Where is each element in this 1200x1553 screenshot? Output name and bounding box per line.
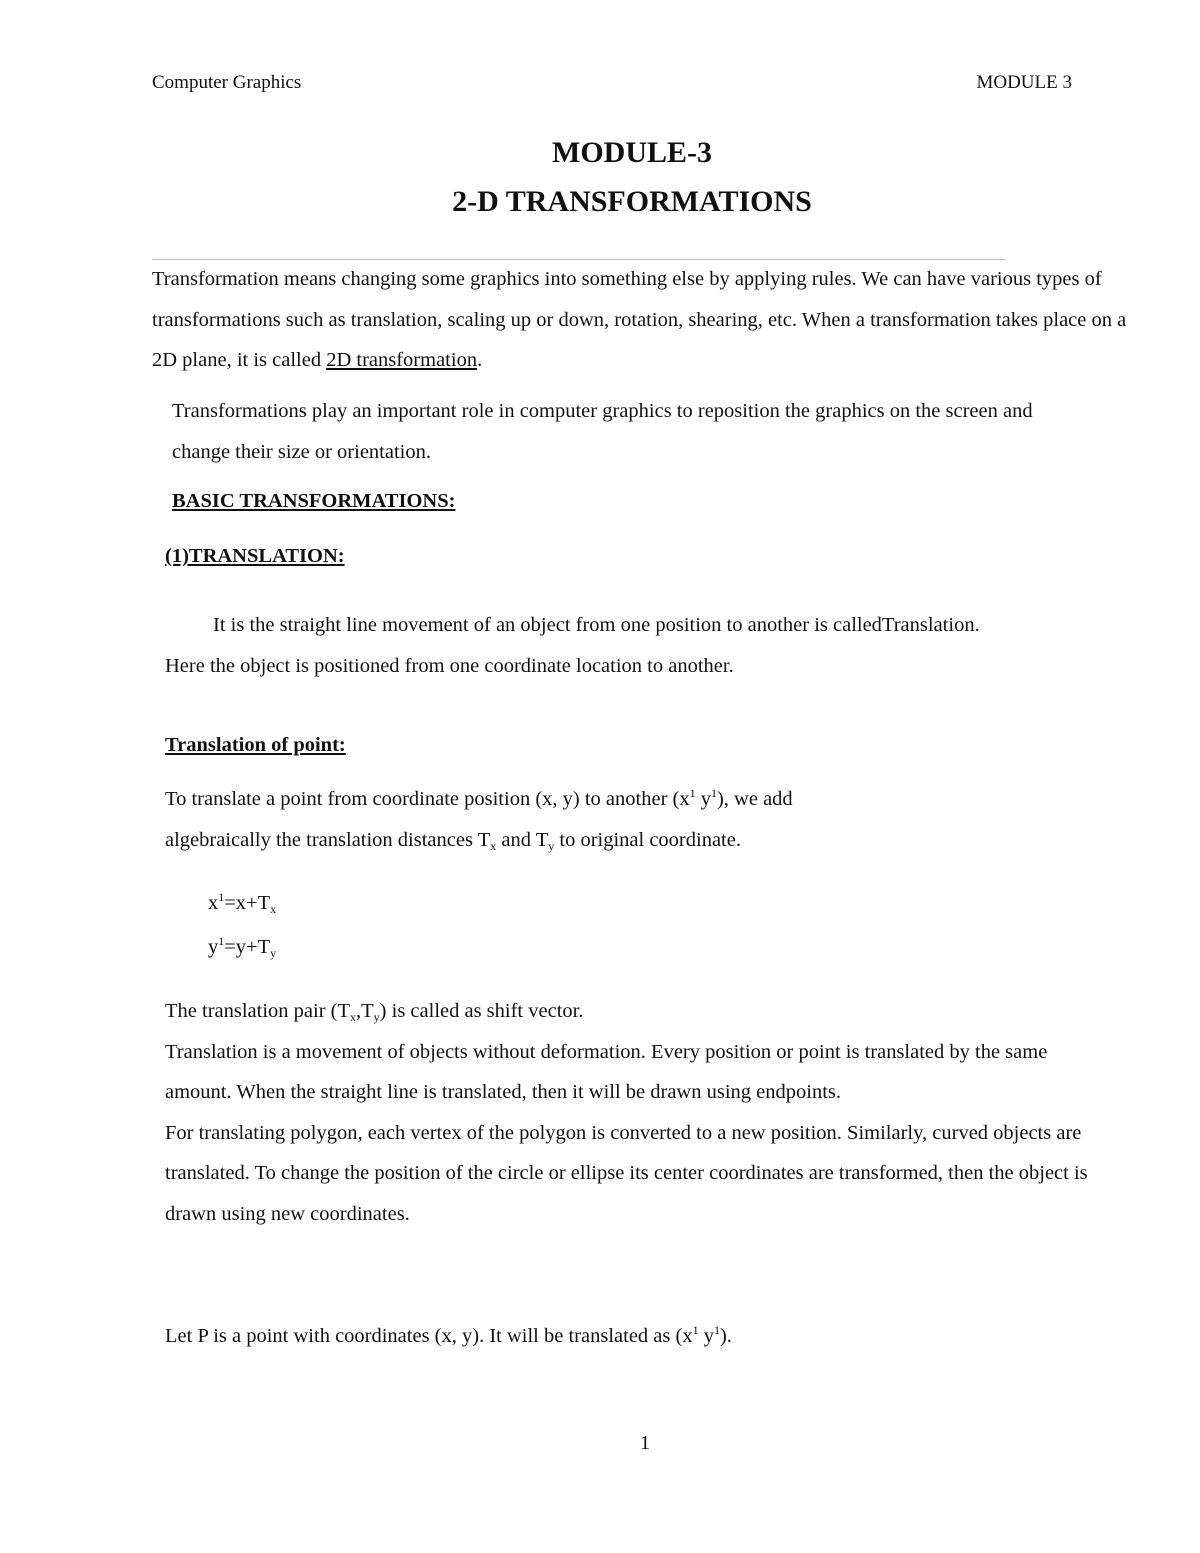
- eq-text: =y+T: [224, 936, 271, 958]
- eq-text: x: [208, 892, 219, 914]
- translation-details: [165, 991, 1095, 1234]
- point-text: algebraically the translation distances T: [165, 828, 491, 851]
- shift-text: ) is called as shift vector.: [379, 1000, 584, 1022]
- point-text: To translate a point from coordinate position (x, y) to another (x: [165, 788, 690, 810]
- subscript: y: [548, 838, 555, 853]
- translation-heading: (1)TRANSLATION:: [165, 545, 345, 567]
- polygon-paragraph: For translating polygon, each vertex of the polygon is converted to a new position. Similarly, curved objects are translated. To change the position of the circle or ellipse its center coordinates are transformed, then the object is drawn using new coordinates.: [165, 1121, 1088, 1225]
- 2d-transformation-link[interactable]: 2D transformation: [326, 349, 478, 371]
- superscript: 1: [689, 786, 696, 800]
- let-p-text: Let P is a point with coordinates (x, y). It will be translated as (x: [165, 1325, 693, 1347]
- eq-text: =x+T: [224, 892, 271, 914]
- superscript: 1: [218, 890, 225, 904]
- superscript: 1: [692, 1323, 699, 1337]
- let-p-paragraph: [165, 1316, 1065, 1357]
- shift-text: The translation pair (T: [165, 1000, 351, 1022]
- subscript: x: [350, 1010, 357, 1024]
- shift-text: ,T: [356, 1000, 374, 1022]
- subscript: y: [373, 1010, 380, 1024]
- module-title: MODULE-3: [552, 136, 712, 169]
- page-number: 1: [640, 1432, 650, 1454]
- point-text: to original coordinate.: [554, 828, 741, 851]
- module-subtitle: 2-D TRANSFORMATIONS: [452, 185, 812, 218]
- subscript: y: [270, 946, 277, 960]
- superscript: 1: [710, 786, 717, 800]
- eq-text: y: [208, 936, 219, 958]
- translation-of-point-heading: Translation of point:: [165, 734, 346, 756]
- role-paragraph: Transformations play an important role in computer graphics to reposition the graphics on the screen and change their size or orientation.: [172, 400, 1033, 463]
- shift-vector-line: [165, 991, 1095, 1032]
- header-course-title: Computer Graphics: [152, 72, 302, 93]
- subscript: x: [490, 838, 497, 853]
- let-p-text: y: [698, 1325, 714, 1347]
- intro-text-end: .: [477, 349, 483, 371]
- superscript: 1: [218, 934, 225, 948]
- intro-paragraph: [152, 259, 1142, 381]
- movement-paragraph: Translation is a movement of objects without deformation. Every position or point is translated by the same amount. When the straight line is translated, then it will be drawn using endpoints.: [165, 1040, 1048, 1103]
- point-text: and T: [496, 828, 549, 851]
- subscript: x: [270, 902, 277, 916]
- intro-text: Transformation means changing some graphics into something else by applying rules. We can have various types of transformations such as translation, scaling up or down, rotation, shearing, etc. When a transformation takes place on a 2D plane, it is called: [152, 268, 1127, 371]
- point-text: y: [695, 788, 711, 810]
- header-module-label: MODULE 3: [976, 72, 1072, 93]
- translate-point-paragraph: [165, 779, 1065, 860]
- basic-transformations-heading: BASIC TRANSFORMATIONS:: [172, 490, 456, 512]
- equation-x: [208, 892, 276, 915]
- point-text: ), we add: [716, 788, 793, 810]
- superscript: 1: [713, 1323, 720, 1337]
- let-p-text: ).: [719, 1325, 732, 1347]
- equation-y: [208, 936, 276, 959]
- translation-definition: It is the straight line movement of an object from one position to another is calledTranslation. Here the object is positioned from one coordinate location to another.: [165, 614, 980, 677]
